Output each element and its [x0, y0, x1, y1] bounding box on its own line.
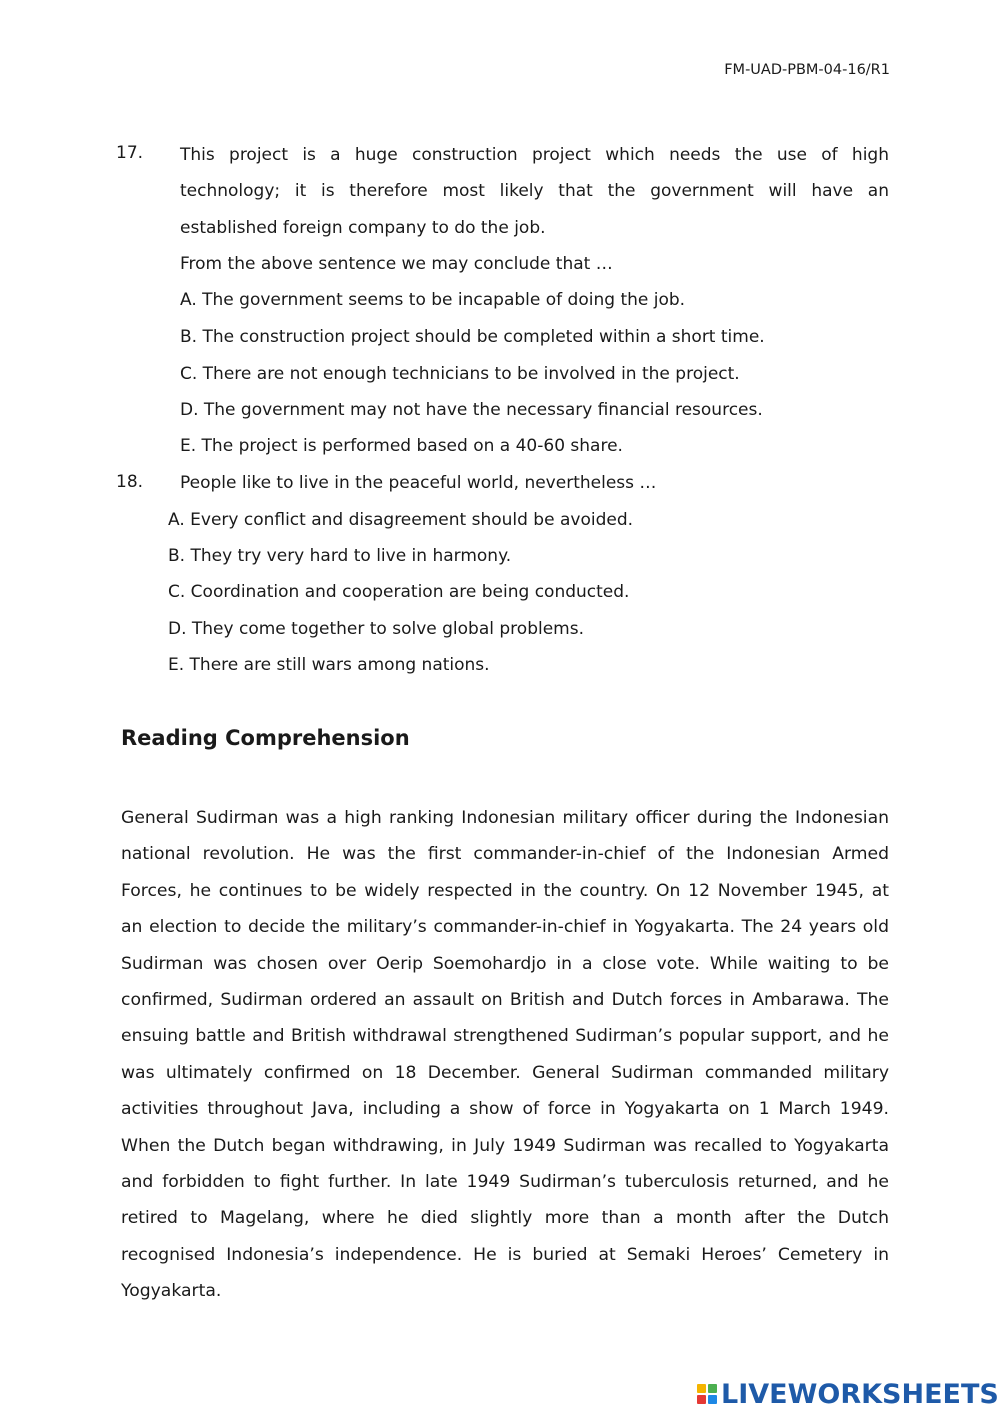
section-heading: Reading Comprehension	[121, 726, 410, 750]
question-17-stem-line-1: This project is a huge construction project which needs the use of high	[180, 145, 889, 165]
passage-line: Forces, he continues to be widely respected in the country. On 12 November 1945, at	[121, 880, 889, 901]
question-18-option-a: A. Every conflict and disagreement should be avoided.	[168, 510, 634, 530]
liveworksheets-logo	[697, 1378, 999, 1410]
question-18-option-d: D. They come together to solve global problems.	[168, 619, 584, 639]
question-17-option-b: B. The construction project should be completed within a short time.	[180, 327, 765, 347]
question-17-option-a: A. The government seems to be incapable of doing the job.	[180, 290, 686, 310]
logo-square	[697, 1384, 706, 1393]
question-17-stem-line-3: established foreign company to do the job.	[180, 218, 546, 238]
passage-line: was ultimately confirmed on 18 December. General Sudirman commanded military	[121, 1062, 889, 1083]
passage-line: ensuing battle and British withdrawal strengthened Sudirman’s popular support, and he	[121, 1026, 889, 1047]
question-18-number: 18.	[116, 472, 144, 492]
question-17-option-c: C. There are not enough technicians to be involved in the project.	[180, 364, 740, 384]
logo-square	[708, 1395, 717, 1404]
question-17-number: 17.	[116, 143, 144, 163]
passage-line: retired to Magelang, where he died slightly more than a month after the Dutch	[121, 1208, 889, 1229]
question-17-prompt: From the above sentence we may conclude that …	[180, 254, 613, 274]
question-18-option-c: C. Coordination and cooperation are being conducted.	[168, 582, 630, 602]
question-17-option-e: E. The project is performed based on a 40-60 share.	[180, 436, 623, 456]
logo-text: LIVEWORKSHEETS	[721, 1378, 999, 1410]
passage-line: When the Dutch began withdrawing, in July 1949 Sudirman was recalled to Yogyakarta	[121, 1135, 889, 1156]
question-17-option-d: D. The government may not have the necessary financial resources.	[180, 400, 763, 420]
passage-line: national revolution. He was the first commander-in-chief of the Indonesian Armed	[121, 844, 889, 865]
passage-line: recognised Indonesia’s independence. He is buried at Semaki Heroes’ Cemetery in	[121, 1244, 889, 1265]
question-18-option-b: B. They try very hard to live in harmony.	[168, 546, 512, 566]
logo-square	[708, 1384, 717, 1393]
passage-line: an election to decide the military’s commander-in-chief in Yogyakarta. The 24 years old	[121, 917, 889, 938]
document-code: FM-UAD-PBM-04-16/R1	[724, 62, 890, 78]
passage-line: activities throughout Java, including a show of force in Yogyakarta on 1 March 1949.	[121, 1099, 889, 1120]
logo-square	[697, 1395, 706, 1404]
passage-line: General Sudirman was a high ranking Indonesian military officer during the Indonesian	[121, 808, 889, 828]
question-18-prompt: People like to live in the peaceful world, nevertheless …	[180, 473, 657, 493]
passage-line: and forbidden to fight further. In late 1949 Sudirman’s tuberculosis returned, and he	[121, 1171, 889, 1192]
passage-line: Sudirman was chosen over Oerip Soemohardjo in a close vote. While waiting to be	[121, 953, 889, 974]
reading-passage	[121, 800, 889, 1309]
question-18-option-e: E. There are still wars among nations.	[168, 655, 490, 675]
logo-mark-icon	[697, 1384, 717, 1404]
passage-line: confirmed, Sudirman ordered an assault on British and Dutch forces in Ambarawa. The	[121, 989, 889, 1010]
passage-line: Yogyakarta.	[121, 1281, 222, 1302]
question-17-stem-line-2: technology; it is therefore most likely that the government will have an	[180, 181, 889, 201]
